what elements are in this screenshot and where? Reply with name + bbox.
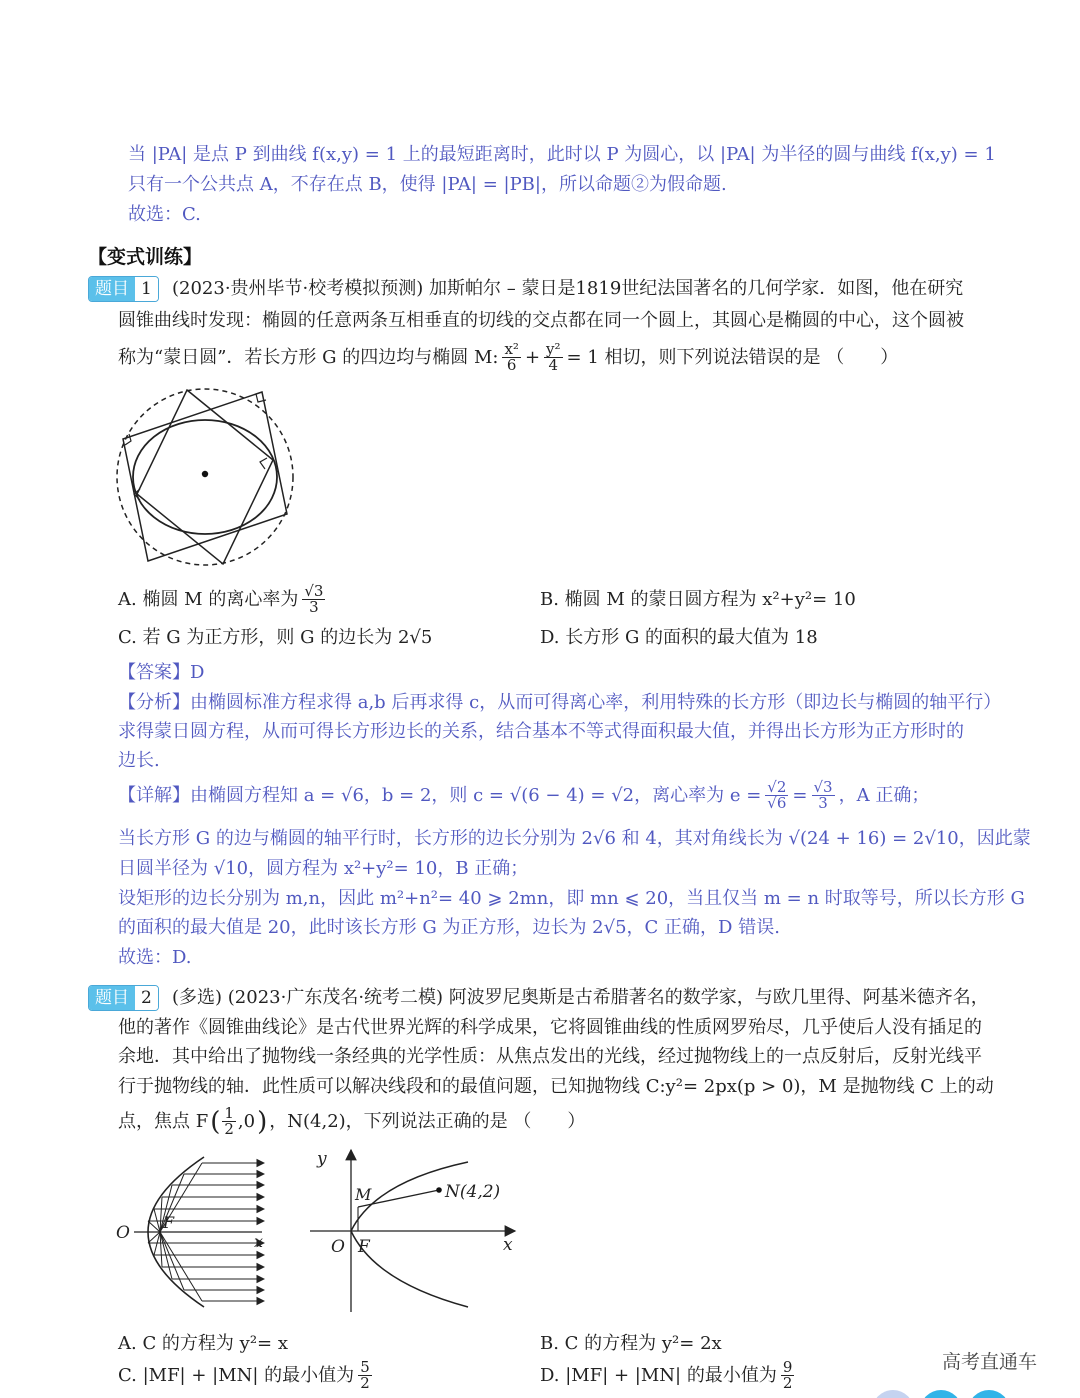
monge-circle-figure	[110, 382, 300, 572]
left-paren: (	[210, 1106, 221, 1137]
label-x: x	[254, 1232, 264, 1251]
prev-solution-line-1: 当 |PA| 是点 P 到曲线 f(x,y) = 1 上的最短距离时，此时以 P 为圆心，以 |PA| 为半径的圆与曲线 f(x,y) = 1	[128, 144, 996, 165]
detail-1-pre: 【详解】由椭圆方程知 a = √6，b = 2，则 c = √(6 − 4) = √2，离心率为 e =	[118, 784, 762, 806]
q1-line-3-post: = 1 相切，则下列说法错误的是 （ ）	[566, 346, 899, 368]
q2-line-5-pre: 点，焦点 F	[118, 1110, 209, 1132]
watermark: 高考直通车	[942, 1351, 1038, 1373]
badge-label: 题目	[89, 277, 135, 301]
parabola-coordinate-figure	[305, 1142, 525, 1317]
frac-den: √6	[767, 794, 787, 812]
fraction-sqrt2-sqrt6	[765, 780, 788, 811]
label-y: y	[317, 1149, 327, 1169]
q2-line-1: (多选) (2023·广东茂名·统考二模) 阿波罗尼奥斯是古希腊著名的数学家，与欧几里得、阿基米德齐名，	[172, 987, 989, 1008]
frac-num: √3	[813, 778, 833, 796]
q2-line-5	[118, 1106, 585, 1137]
q2-option-c	[118, 1360, 372, 1391]
frac-num: √3	[304, 582, 324, 600]
q1-detail-2: 当长方形 G 的边与椭圆的轴平行时，长方形的边长分别为 2√6 和 4，其对角线长为 √(24 + 16) = 2√10，因此蒙	[118, 828, 1031, 849]
frac-den: 2	[360, 1374, 370, 1392]
q1-detail-5: 的面积的最大值是 20，此时该长方形 G 为正方形，边长为 2√5，C 正确，D 错误.	[118, 917, 780, 938]
fraction-1-2	[222, 1106, 236, 1137]
q2-line-5-post: ，N(4,2)，下列说法正确的是 （ ）	[269, 1110, 586, 1132]
right-paren: )	[257, 1106, 268, 1137]
badge-number: 1	[135, 277, 158, 301]
parabola-reflection-figure	[112, 1152, 277, 1312]
frac-num: 1	[224, 1104, 234, 1122]
q1-answer: 【答案】D	[118, 662, 205, 683]
q1-option-a	[118, 584, 325, 615]
label-x: x	[503, 1235, 513, 1255]
frac-num: 5	[360, 1358, 370, 1376]
floating-button[interactable]	[968, 1390, 1010, 1398]
q1-analysis-1: 【分析】由椭圆标准方程求得 a,b 后再求得 c，从而可得离心率，利用特殊的长方形（即边长与椭圆的轴平行）	[118, 692, 1002, 713]
frac-den: 6	[506, 356, 517, 374]
equals-sign: =	[792, 784, 808, 806]
q2-option-a: A. C 的方程为 y²= x	[118, 1333, 288, 1354]
q1-analysis-3: 边长.	[118, 750, 160, 771]
q1-line-3	[118, 342, 898, 373]
question-1-badge	[88, 276, 159, 302]
prev-solution-line-2: 只有一个公共点 A，不存在点 B，使得 |PA| = |PB|，所以命题②为假命题.	[128, 174, 727, 195]
frac-den: 2	[782, 1374, 793, 1392]
fraction-5-2	[358, 1360, 372, 1391]
q1-line-1: (2023·贵州毕节·校考模拟预测) 加斯帕尔 – 蒙日是1819世纪法国著名的几何学家．如图，他在研究	[172, 278, 964, 299]
q2-option-b: B. C 的方程为 y²= 2x	[540, 1333, 722, 1354]
q2-line-2: 他的著作《圆锥曲线论》是古代世界光辉的科学成果，它将圆锥曲线的性质网罗殆尽，几乎使后人没有插足的	[118, 1017, 982, 1038]
right-angle-mark	[256, 394, 266, 402]
frac-den: 4	[548, 356, 559, 374]
frac-num: y²	[546, 340, 561, 358]
fraction-sqrt3-3	[302, 584, 325, 615]
q1-line-2: 圆锥曲线时发现：椭圆的任意两条互相垂直的切线的交点都在同一个圆上，其圆心是椭圆的中心，这个圆被	[118, 310, 964, 331]
frac-num: 9	[782, 1358, 793, 1376]
detail-1-post: ，A 正确；	[838, 784, 930, 806]
fraction-sqrt3-3	[812, 780, 835, 811]
q1-analysis-2: 求得蒙日圆方程，从而可得长方形边长的关系，结合基本不等式得面积最大值，并得出长方形为正方形时的	[118, 721, 964, 742]
label-f: F	[163, 1213, 175, 1232]
q2-option-d	[540, 1360, 794, 1391]
fraction-y2-4	[544, 342, 563, 373]
label-f: F	[358, 1237, 370, 1257]
option-c-text: C. |MF| + |MN| 的最小值为	[118, 1364, 355, 1386]
floating-button[interactable]	[920, 1390, 962, 1398]
right-angle-mark	[260, 458, 267, 469]
q1-detail-1	[118, 780, 929, 811]
label-o: O	[331, 1237, 345, 1257]
focus-tail: ,0	[237, 1110, 256, 1132]
plus-sign: +	[524, 346, 541, 368]
label-o: O	[116, 1223, 130, 1243]
q1-option-b: B. 椭圆 M 的蒙日圆方程为 x²+y²= 10	[540, 589, 856, 610]
q2-line-4: 行于抛物线的轴．此性质可以解决线段和的最值问题，已知抛物线 C:y²= 2px(p > 0)，M 是抛物线 C 上的动	[118, 1076, 994, 1097]
floating-button[interactable]	[872, 1390, 914, 1398]
label-m: M	[355, 1185, 372, 1204]
frac-den: 3	[309, 598, 319, 616]
frac-den: 2	[224, 1120, 234, 1138]
point-n	[436, 1187, 442, 1193]
option-d-text: D. |MF| + |MN| 的最小值为	[540, 1364, 777, 1386]
option-a-text: A. 椭圆 M 的离心率为	[118, 588, 299, 610]
question-2-badge	[88, 985, 159, 1011]
section-title: 【变式训练】	[88, 246, 203, 268]
center-point	[202, 471, 208, 477]
frac-den: 3	[818, 794, 828, 812]
q1-option-d: D. 长方形 G 的面积的最大值为 18	[540, 627, 818, 648]
badge-label: 题目	[89, 986, 135, 1010]
fraction-x2-6	[502, 342, 520, 373]
prev-solution-line-3: 故选：C.	[128, 204, 201, 225]
q1-detail-3: 日圆半径为 √10，圆方程为 x²+y²= 10，B 正确；	[118, 858, 529, 879]
q1-option-c: C. 若 G 为正方形，则 G 的边长为 2√5	[118, 627, 433, 648]
fraction-9-2	[781, 1360, 795, 1391]
q2-line-3: 余地．其中给出了抛物线一条经典的光学性质：从焦点发出的光线，经过抛物线上的一点反射后，反射光线平	[118, 1046, 982, 1067]
q1-detail-6: 故选：D.	[118, 947, 192, 968]
q1-line-3-pre: 称为“蒙日圆”．若长方形 G 的四边均与椭圆 M:	[118, 346, 499, 368]
badge-number: 2	[135, 986, 158, 1010]
q1-detail-4: 设矩形的边长分别为 m,n，因此 m²+n²= 40 ⩾ 2mn，即 mn ⩽ 20，当且仅当 m = n 时取等号，所以长方形 G	[118, 888, 1025, 909]
label-n: N(4,2)	[445, 1182, 501, 1202]
frac-num: x²	[504, 340, 519, 358]
frac-num: √2	[767, 778, 787, 796]
